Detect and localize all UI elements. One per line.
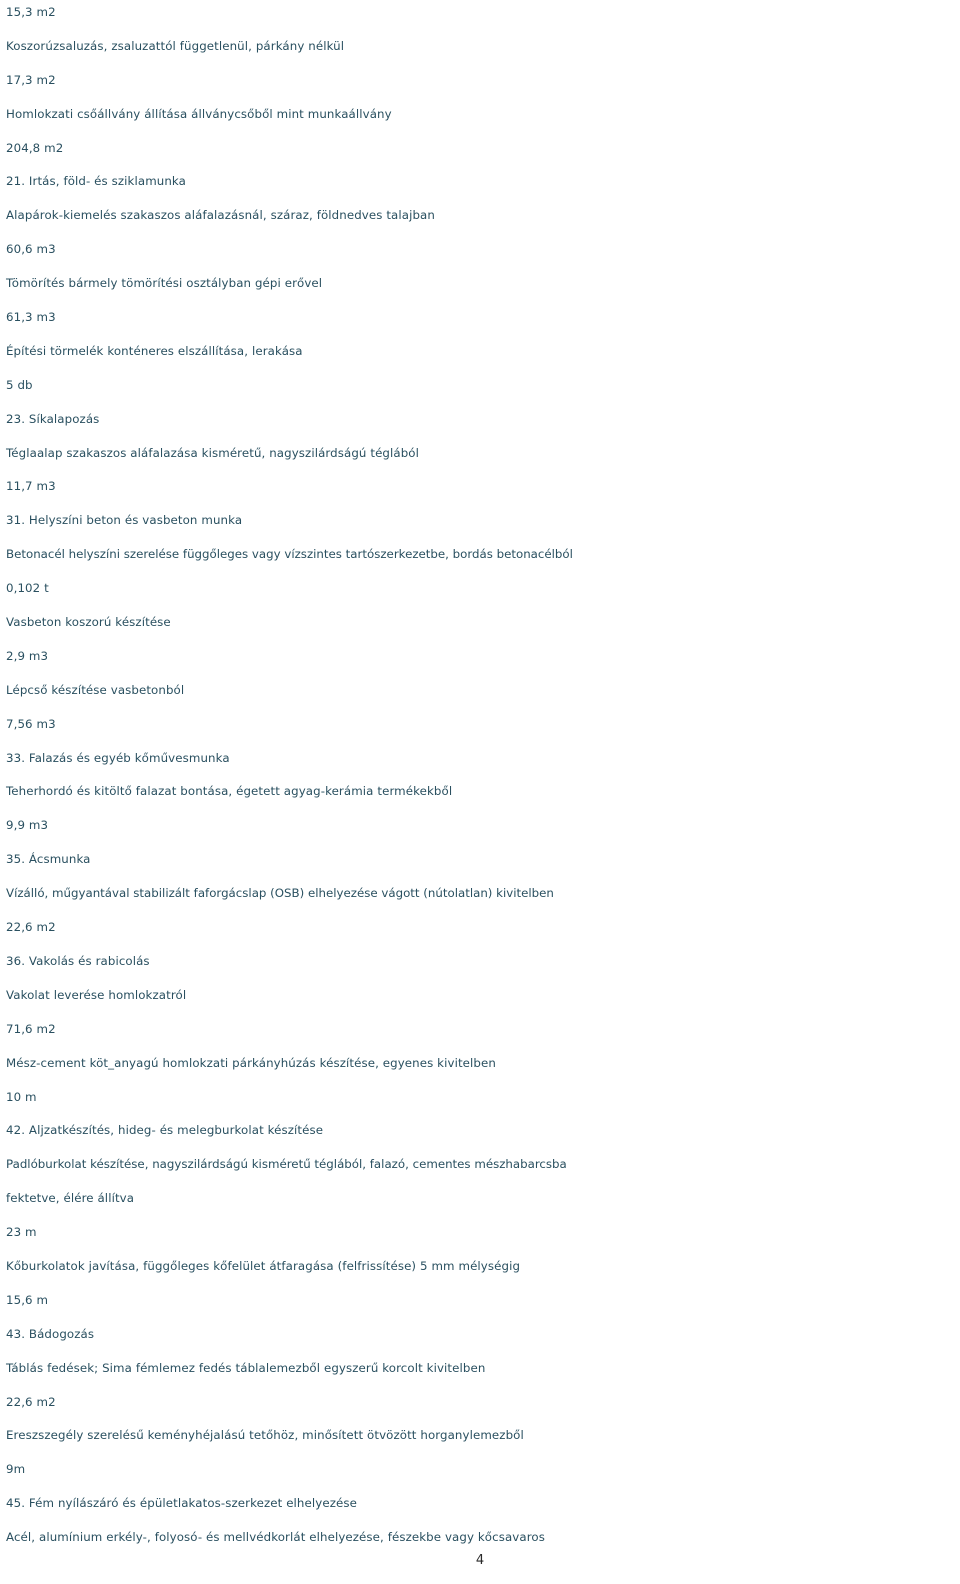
text-line: Téglaalap szakaszos aláfalazása kisméretű, nagyszilárdságú téglából bbox=[6, 445, 420, 460]
text-line: 15,6 m bbox=[6, 1292, 49, 1307]
text-line: Homlokzati csőállvány állítása állványcsőből mint munkaállvány bbox=[6, 106, 392, 121]
text-line: Koszorúzsaluzás, zsaluzattól függetlenül, párkány nélkül bbox=[6, 38, 345, 53]
text-line: 15,3 m2 bbox=[6, 5, 56, 19]
text-line: Vízálló, műgyantával stabilizált faforgácslap (OSB) elhelyezése vágott (nútolatlan) kivitelben bbox=[6, 886, 554, 901]
text-line: Ereszszegély szerelésű keményhéjalású tetőhöz, minősített ötvözött horganylemezből bbox=[6, 1428, 524, 1443]
section-heading: 21. Irtás, föld- és sziklamunka bbox=[6, 174, 186, 189]
text-line: Kőburkolatok javítása, függőleges kőfelület átfaragása (felfrissítése) 5 mm mélységig bbox=[6, 1258, 521, 1273]
section-heading: 36. Vakolás és rabicolás bbox=[6, 953, 150, 968]
section-heading: 33. Falazás és egyéb kőművesmunka bbox=[6, 750, 230, 765]
text-line: 71,6 m2 bbox=[6, 1021, 56, 1036]
text-line: Lépcső készítése vasbetonból bbox=[6, 682, 185, 697]
text-line: 10 m bbox=[6, 1089, 37, 1104]
text-line: 60,6 m3 bbox=[6, 242, 56, 257]
text-line: Vakolat leverése homlokzatról bbox=[6, 987, 187, 1002]
section-heading: 35. Ácsmunka bbox=[6, 852, 91, 867]
section-heading: 23. Síkalapozás bbox=[6, 411, 100, 426]
text-line: 2,9 m3 bbox=[6, 648, 49, 663]
page-number: 4 bbox=[475, 1553, 485, 1568]
section-heading: 31. Helyszíni beton és vasbeton munka bbox=[6, 513, 243, 528]
text-lines bbox=[6, 0, 954, 1559]
section-heading: 43. Bádogozás bbox=[6, 1326, 95, 1341]
text-line: 17,3 m2 bbox=[6, 72, 56, 87]
text-line: Acél, alumínium erkély-, folyosó- és mellvédkorlát elhelyezése, fészekbe vagy kőcsavaros bbox=[6, 1530, 545, 1545]
text-line: Alapárok-kiemelés szakaszos aláfalazásnál, száraz, földnedves talajban bbox=[6, 208, 435, 223]
text-line: 23 m bbox=[6, 1225, 37, 1240]
text-line: 22,6 m2 bbox=[6, 1394, 56, 1409]
text-line: 61,3 m3 bbox=[6, 310, 56, 325]
text-line: Padlóburkolat készítése, nagyszilárdságú kisméretű téglából, falazó, cementes mészhabarcsba bbox=[6, 1157, 567, 1172]
text-line: Táblás fedések; Sima fémlemez fedés táblalemezből egyszerű korcolt kivitelben bbox=[6, 1360, 486, 1375]
text-line: 9m bbox=[6, 1462, 26, 1477]
text-line: 204,8 m2 bbox=[6, 140, 64, 155]
text-line: Teherhordó és kitöltő falazat bontása, égetett agyag-kerámia termékekből bbox=[6, 784, 453, 799]
section-heading: 42. Aljzatkészítés, hideg- és melegburkolat készítése bbox=[6, 1123, 324, 1138]
text-line: 7,56 m3 bbox=[6, 716, 56, 731]
text-line: fektetve, élére állítva bbox=[6, 1191, 135, 1206]
text-line: Építési törmelék konténeres elszállítása, lerakása bbox=[6, 343, 303, 358]
text-line: 5 db bbox=[6, 377, 33, 392]
text-line: 9,9 m3 bbox=[6, 818, 49, 833]
text-line: Mész-cement köt_anyagú homlokzati párkányhúzás készítése, egyenes kivitelben bbox=[6, 1055, 496, 1070]
text-line: 11,7 m3 bbox=[6, 479, 56, 494]
text-line: Tömörítés bármely tömörítési osztályban gépi erővel bbox=[6, 276, 323, 291]
text-line: 22,6 m2 bbox=[6, 920, 56, 935]
section-heading: 45. Fém nyílászáró és épületlakatos-szerkezet elhelyezése bbox=[6, 1496, 357, 1511]
text-line: Betonacél helyszíni szerelése függőleges vagy vízszintes tartószerkezetbe, bordás betonacélból bbox=[6, 547, 573, 562]
text-line: Vasbeton koszorú készítése bbox=[6, 615, 171, 630]
text-line: 0,102 t bbox=[6, 581, 49, 596]
